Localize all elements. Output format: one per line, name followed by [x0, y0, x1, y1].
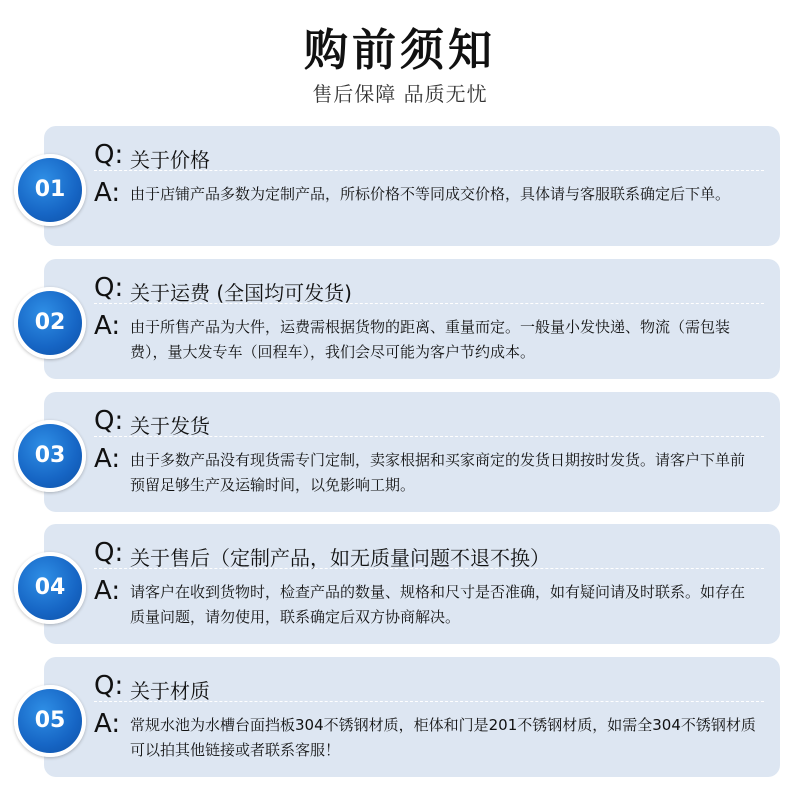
answer-text: 请客户在收到货物时，检查产品的数量、规格和尺寸是否准确，如有疑问请及时联系。如存在质量问题，请勿使用，联系确定后双方协商解决。	[130, 583, 746, 626]
answer-marker: A:	[94, 709, 121, 739]
question-row	[94, 538, 764, 569]
question-marker: Q:	[94, 538, 124, 568]
question-marker: Q:	[94, 140, 124, 170]
page-title: 购前须知	[304, 25, 496, 76]
question-text: 关于材质	[130, 679, 210, 703]
faq-item-material	[34, 657, 780, 777]
question-text: 关于运费 (全国均可发货)	[130, 281, 352, 305]
faq-number-badge: 03	[14, 420, 86, 492]
faq-item-after-sales	[34, 524, 780, 644]
question-row	[94, 406, 764, 437]
question-text: 关于售后（定制产品，如无质量问题不退不换）	[130, 546, 550, 570]
answer-marker: A:	[94, 576, 121, 606]
faq-number-badge: 01	[14, 154, 86, 226]
question-row	[94, 140, 764, 171]
faq-item-price	[34, 126, 780, 246]
answer-text: 由于所售产品为大件，运费需根据货物的距离、重量而定。一般量小发快递、物流（需包装费），量大发专车（回程车），我们会尽可能为客户节约成本。	[130, 318, 731, 361]
question-row	[94, 671, 764, 702]
answer-text: 由于多数产品没有现货需专门定制，卖家根据和买家商定的发货日期按时发货。请客户下单前预留足够生产及运输时间，以免影响工期。	[130, 451, 746, 494]
faq-number-badge: 02	[14, 287, 86, 359]
question-marker: Q:	[94, 273, 124, 303]
question-marker: Q:	[94, 406, 124, 436]
faq-number-badge: 05	[14, 685, 86, 757]
question-text: 关于价格	[130, 148, 210, 172]
answer-text: 常规水池为水槽台面挡板304不锈钢材质，柜体和门是201不锈钢材质，如需全304不锈钢材质可以拍其他链接或者联系客服！	[130, 716, 756, 759]
faq-item-shipping-fee	[34, 259, 780, 379]
answer-text: 由于店铺产品多数为定制产品，所标价格不等同成交价格，具体请与客服联系确定后下单。	[130, 185, 731, 203]
faq-number-badge: 04	[14, 552, 86, 624]
answer-marker: A:	[94, 444, 121, 474]
answer-marker: A:	[94, 311, 121, 341]
question-marker: Q:	[94, 671, 124, 701]
page-subtitle: 售后保障 品质无忧	[312, 82, 488, 106]
question-row	[94, 273, 764, 304]
faq-item-delivery	[34, 392, 780, 512]
question-text: 关于发货	[130, 414, 210, 438]
answer-marker: A:	[94, 178, 121, 208]
